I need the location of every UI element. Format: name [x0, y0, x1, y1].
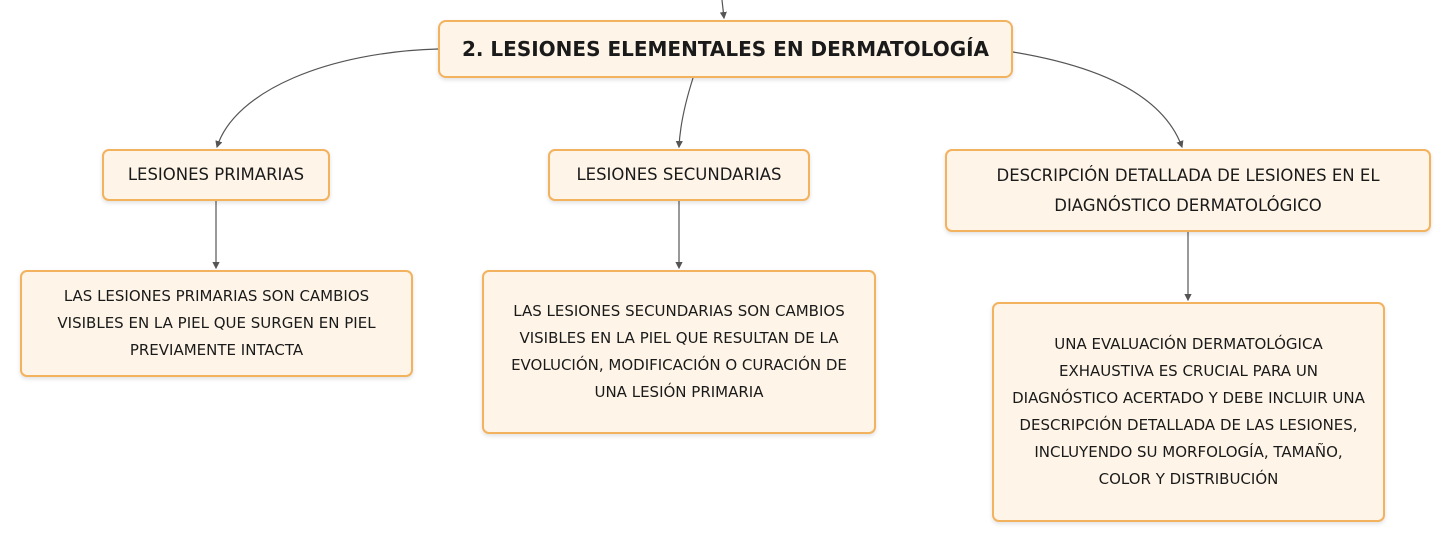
root-topic-node[interactable] [438, 20, 1013, 78]
connector-parent-to-root [722, 0, 724, 18]
detail-node-lesiones-primarias[interactable] [20, 270, 413, 377]
topic-node-descripcion-detallada[interactable] [945, 149, 1431, 232]
topic-node-lesiones-secundarias[interactable] [548, 149, 810, 201]
topic-node-lesiones-primarias[interactable] [102, 149, 330, 201]
topic-label: LESIONES PRIMARIAS [127, 165, 305, 184]
connector-root-to-primarias [217, 49, 438, 147]
detail-text: LAS LESIONES PRIMARIAS SON CAMBIOS VISIBLES EN LA PIEL QUE SURGEN EN PIEL PREVIAMENTE INTACTA [57, 287, 376, 359]
connector-root-to-descripcion [1013, 52, 1182, 147]
detail-text: UNA EVALUACIÓN DERMATOLÓGICA EXHAUSTIVA ES CRUCIAL PARA UN DIAGNÓSTICO ACERTADO Y DEBE INCLUIR UNA DESCRIPCIÓN DETALLADA DE LAS LESIONES, INCLUYENDO SU MORFOLOGÍA, TAMAÑO, COLOR Y DISTRIBUCIÓN [1012, 335, 1365, 488]
detail-node-descripcion-detallada[interactable] [992, 302, 1385, 522]
root-topic-title: 2. LESIONES ELEMENTALES EN DERMATOLOGÍA [461, 37, 990, 61]
detail-node-lesiones-secundarias[interactable] [482, 270, 876, 434]
topic-label: DESCRIPCIÓN DETALLADA DE LESIONES EN EL DIAGNÓSTICO DERMATOLÓGICO [996, 165, 1380, 215]
detail-text: LAS LESIONES SECUNDARIAS SON CAMBIOS VISIBLES EN LA PIEL QUE RESULTAN DE LA EVOLUCIÓN, MODIFICACIÓN O CURACIÓN DE UNA LESIÓN PRIMARIA [511, 302, 847, 401]
topic-label: LESIONES SECUNDARIAS [576, 165, 782, 184]
connector-root-to-secundarias [679, 78, 693, 147]
